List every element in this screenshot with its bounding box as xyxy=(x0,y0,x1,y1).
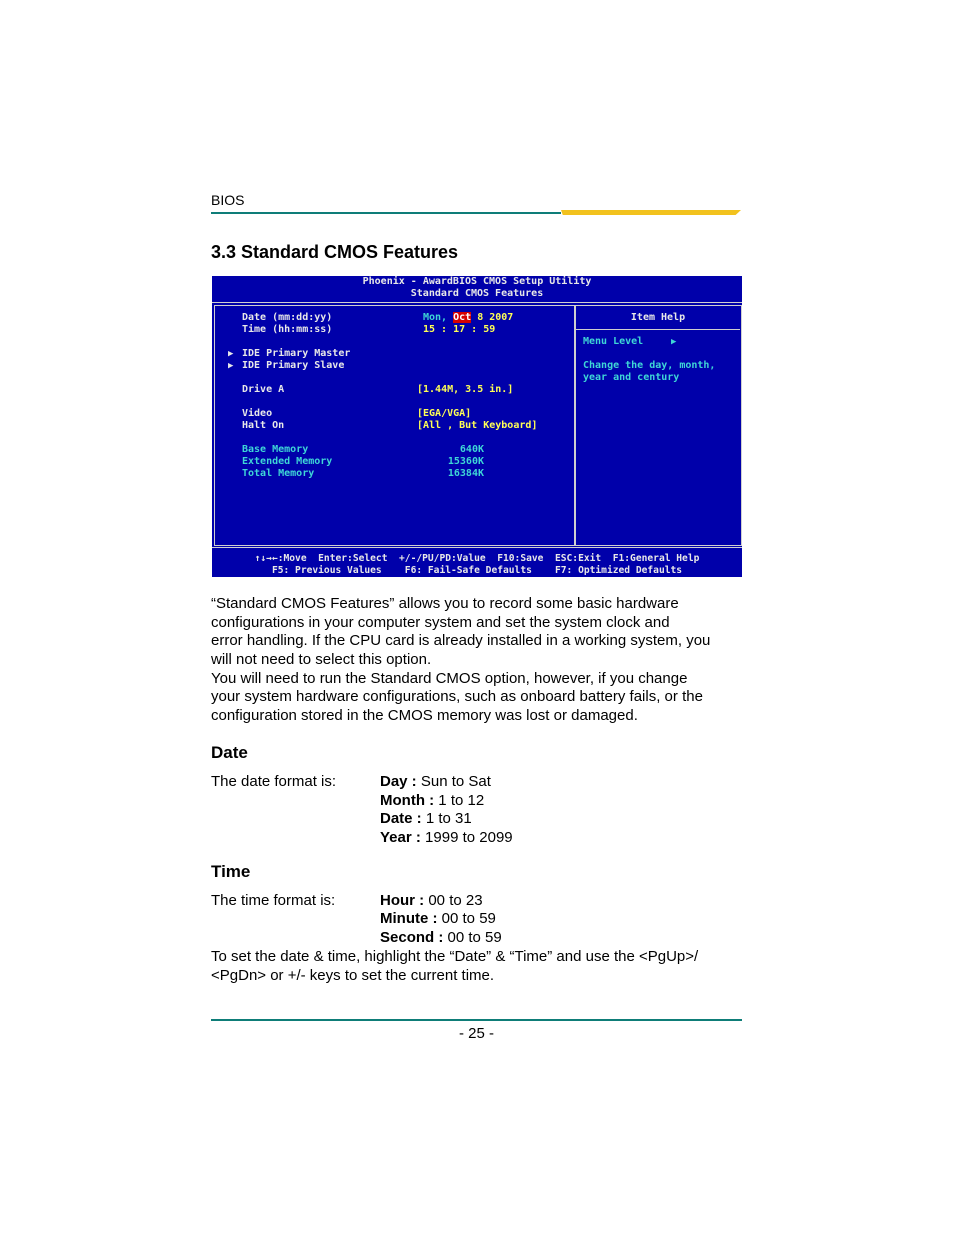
date-month-highlighted: Oct xyxy=(453,312,472,323)
bios-subtitle: Standard CMOS Features xyxy=(410,288,544,299)
bios-footer-keys-1: ↑↓→←:Move Enter:Select +/-/PU/PD:Value F10:Save ESC:Exit F1:General Help xyxy=(254,553,700,564)
submenu-arrow-icon: ▶ xyxy=(228,361,234,371)
time-field-hour xyxy=(380,891,483,910)
bios-item-drive-a-label: Drive A xyxy=(242,384,285,395)
bios-item-time-value: 15 : 17 : 59 xyxy=(423,324,496,335)
field-key: Year : xyxy=(380,829,421,846)
bios-item-date-label: Date (mm:dd:yy) xyxy=(242,312,333,323)
bios-help-desc-1: Change the day, month, xyxy=(583,360,716,371)
date-rest: 8 2007 xyxy=(471,312,514,323)
bios-help-divider xyxy=(575,329,740,330)
intro-line: configuration stored in the CMOS memory was lost or damaged. xyxy=(211,707,638,724)
field-key: Minute : xyxy=(380,910,438,927)
date-field-date xyxy=(380,809,472,828)
field-key: Hour : xyxy=(380,892,425,909)
bios-item-drive-a-value: [1.44M, 3.5 in.] xyxy=(417,384,514,395)
field-value: 1 to 31 xyxy=(421,810,472,827)
bios-item-ext-mem-value: 15360K xyxy=(447,456,484,467)
field-key: Month : xyxy=(380,792,435,809)
field-value: 1999 to 2099 xyxy=(420,829,513,846)
header-rule xyxy=(211,212,561,214)
bios-item-total-mem-label: Total Memory xyxy=(242,468,315,479)
intro-line: your system hardware configurations, such as onboard battery fails, or the xyxy=(211,688,703,705)
time-format-intro: The time format is: xyxy=(211,892,336,909)
field-value: 00 to 59 xyxy=(437,910,496,927)
bios-help-desc-2: year and century xyxy=(583,372,680,383)
page-number: - 25 - xyxy=(458,1025,494,1042)
field-value: 00 to 23 xyxy=(424,892,483,909)
bios-item-base-mem-label: Base Memory xyxy=(242,444,309,455)
bios-item-video-label: Video xyxy=(242,408,273,419)
date-field-month xyxy=(380,791,484,810)
field-key: Day : xyxy=(380,773,417,790)
bios-divider xyxy=(212,547,742,548)
intro-line: “Standard CMOS Features” allows you to record some basic hardware xyxy=(211,595,679,612)
section-title: 3.3 Standard CMOS Features xyxy=(211,242,459,262)
intro-line: configurations in your computer system and set the system clock and xyxy=(211,614,670,631)
field-value: 00 to 59 xyxy=(443,929,502,946)
bios-item-base-mem-value: 640K xyxy=(459,444,484,455)
bios-item-ext-mem-label: Extended Memory xyxy=(242,456,333,467)
time-field-second xyxy=(380,928,502,947)
time-note-line: To set the date & time, highlight the “Date” & “Time” and use the <PgUp>/ xyxy=(211,948,699,965)
date-field-year xyxy=(380,828,513,847)
header-accent-bar xyxy=(561,210,741,215)
intro-line: error handling. If the CPU card is already installed in a working system, you xyxy=(211,632,711,649)
field-key: Second : xyxy=(380,929,444,946)
bios-help-menu-level: Menu Level xyxy=(583,336,644,347)
bios-screenshot xyxy=(212,276,742,577)
bios-footer-keys-2: F5: Previous Values F6: Fail-Safe Defaults F7: Optimized Defaults xyxy=(271,565,683,576)
time-heading: Time xyxy=(211,862,251,881)
footer-rule xyxy=(211,1019,742,1021)
bios-item-date-value xyxy=(423,312,513,324)
header-section-label: BIOS xyxy=(211,192,245,208)
menu-level-arrow-icon: ▶ xyxy=(671,337,677,347)
field-key: Date : xyxy=(380,810,422,827)
date-day: Mon, xyxy=(423,312,448,323)
bios-item-ide-slave: IDE Primary Slave xyxy=(242,360,345,371)
bios-item-ide-master: IDE Primary Master xyxy=(242,348,351,359)
time-field-minute xyxy=(380,909,496,928)
bios-item-total-mem-value: 16384K xyxy=(447,468,484,479)
bios-item-time-label: Time (hh:mm:ss) xyxy=(242,324,333,335)
submenu-arrow-icon: ▶ xyxy=(228,349,234,359)
field-value: Sun to Sat xyxy=(416,773,491,790)
bios-item-halt-label: Halt On xyxy=(242,420,285,431)
bios-item-halt-value: [All , But Keyboard] xyxy=(417,420,538,431)
bios-divider xyxy=(212,302,742,303)
bios-item-video-value: [EGA/VGA] xyxy=(417,408,472,419)
bios-help-title: Item Help xyxy=(630,312,686,323)
bios-title: Phoenix - AwardBIOS CMOS Setup Utility xyxy=(362,276,592,287)
intro-line: You will need to run the Standard CMOS option, however, if you change xyxy=(211,670,688,687)
intro-line: will not need to select this option. xyxy=(211,651,432,668)
date-format-intro: The date format is: xyxy=(211,773,337,790)
time-note-line: <PgDn> or +/- keys to set the current time. xyxy=(211,967,495,984)
date-field-day xyxy=(380,772,491,791)
field-value: 1 to 12 xyxy=(434,792,485,809)
date-heading: Date xyxy=(211,743,248,762)
